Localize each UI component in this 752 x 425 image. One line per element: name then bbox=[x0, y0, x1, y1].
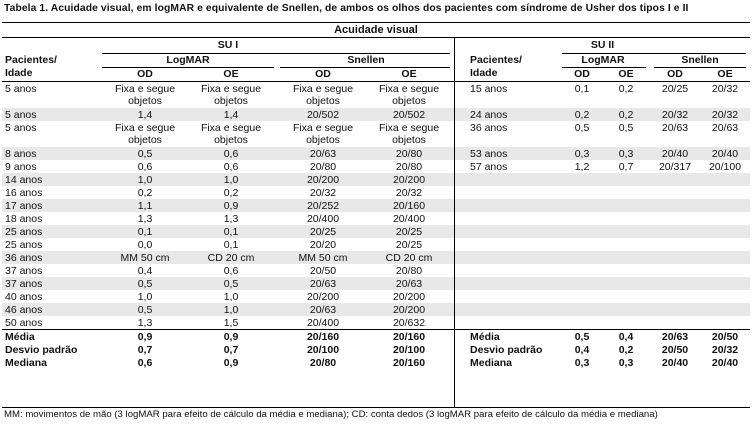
su1-cell-loe: 1,4 bbox=[223, 109, 239, 121]
su1-age-header: Idade bbox=[5, 67, 33, 79]
su2-stat-loe: 0,3 bbox=[618, 357, 634, 369]
su1-snellen-od: OD bbox=[315, 68, 331, 80]
su1-logmar-od: OD bbox=[137, 68, 153, 80]
su1-cell-sod: Fixa e segue objetos bbox=[292, 83, 354, 107]
su1-cell-age: 37 anos bbox=[5, 265, 43, 277]
su1-cell-sod: 20/20 bbox=[309, 239, 337, 251]
su1-cell-loe: 0,1 bbox=[223, 226, 239, 238]
su1-cell-sod: 20/200 bbox=[306, 291, 340, 303]
su2-cell-loe: 0,5 bbox=[618, 122, 634, 134]
su2-cell-sod: 20/40 bbox=[661, 148, 689, 160]
table-frame bbox=[2, 22, 750, 408]
su1-cell-soe: 20/63 bbox=[395, 278, 423, 290]
su1-cell-sod: 20/63 bbox=[309, 304, 337, 316]
su1-cell-loe: 0,2 bbox=[223, 187, 239, 199]
su1-cell-soe: 20/400 bbox=[392, 213, 426, 225]
su1-cell-sod: Fixa e segue objetos bbox=[292, 122, 354, 146]
su2-cell-sod: 20/317 bbox=[658, 161, 692, 173]
su1-cell-age: 25 anos bbox=[5, 239, 43, 251]
su2-label: SU II bbox=[590, 39, 615, 51]
su2-cell-lod: 0,5 bbox=[574, 122, 590, 134]
su1-cell-loe: 1,3 bbox=[223, 213, 239, 225]
su2-cell-soe: 20/32 bbox=[711, 109, 739, 121]
su1-cell-age: 16 anos bbox=[5, 187, 43, 199]
su1-cell-lod: MM 50 cm bbox=[120, 252, 170, 264]
su1-cell-loe: 0,1 bbox=[223, 239, 239, 251]
su2-cell-age: 53 anos bbox=[470, 148, 508, 160]
su1-cell-loe: 0,6 bbox=[223, 148, 239, 160]
su1-stat-label: Desvio padrão bbox=[5, 344, 78, 356]
su1-cell-lod: 1,0 bbox=[137, 291, 153, 303]
su2-cell-age: 24 anos bbox=[470, 109, 508, 121]
su1-cell-loe: Fixa e segue objetos bbox=[200, 83, 262, 107]
su1-stat-lod: 0,7 bbox=[137, 344, 153, 356]
su1-cell-age: 5 anos bbox=[5, 122, 37, 134]
row-shade bbox=[455, 173, 750, 186]
su1-cell-lod: 1,1 bbox=[137, 200, 153, 212]
su1-cell-sod: 20/50 bbox=[309, 265, 337, 277]
su1-cell-loe: 1,0 bbox=[223, 291, 239, 303]
su1-cell-loe: 1,0 bbox=[223, 174, 239, 186]
su1-cell-soe: 20/200 bbox=[392, 291, 426, 303]
su1-cell-loe: 0,6 bbox=[223, 265, 239, 277]
su1-cell-age: 17 anos bbox=[5, 200, 43, 212]
su2-stat-label: Mediana bbox=[470, 357, 513, 369]
su1-label: SU I bbox=[217, 39, 239, 51]
su2-cell-lod: 1,2 bbox=[574, 161, 590, 173]
su1-stat-soe: 20/160 bbox=[392, 357, 426, 369]
su2-stat-lod: 0,5 bbox=[574, 331, 590, 343]
row-shade bbox=[455, 303, 750, 316]
su1-cell-lod: 0,0 bbox=[137, 239, 153, 251]
su1-cell-age: 8 anos bbox=[5, 148, 37, 160]
su2-cell-soe: 20/32 bbox=[711, 83, 739, 95]
su1-cell-lod: 0,1 bbox=[137, 226, 153, 238]
su1-cell-sod: 20/200 bbox=[306, 174, 340, 186]
su1-cell-soe: Fixa e segue objetos bbox=[378, 83, 440, 107]
su1-cell-age: 36 anos bbox=[5, 252, 43, 264]
su1-cell-age: 18 anos bbox=[5, 213, 43, 225]
su2-cell-loe: 0,3 bbox=[618, 148, 634, 160]
su1-cell-age: 25 anos bbox=[5, 226, 43, 238]
su1-cell-sod: 20/252 bbox=[306, 200, 340, 212]
su1-cell-sod: 20/80 bbox=[309, 161, 337, 173]
su2-stat-sod: 20/50 bbox=[661, 344, 689, 356]
su1-cell-loe: 1,5 bbox=[223, 317, 239, 329]
su1-cell-age: 5 anos bbox=[5, 109, 37, 121]
su1-cell-lod: 0,2 bbox=[137, 187, 153, 199]
su2-logmar-oe: OE bbox=[618, 68, 634, 80]
su1-cell-loe: 0,6 bbox=[223, 161, 239, 173]
su2-stat-lod: 0,3 bbox=[574, 357, 590, 369]
column-divider bbox=[454, 37, 455, 407]
su1-cell-lod: 0,5 bbox=[137, 278, 153, 290]
su1-cell-age: 50 anos bbox=[5, 317, 43, 329]
su2-stat-label: Desvio padrão bbox=[470, 344, 543, 356]
su1-cell-soe: 20/502 bbox=[392, 109, 426, 121]
su2-patients-header: Pacientes/ bbox=[470, 54, 522, 66]
su2-stat-lod: 0,4 bbox=[574, 344, 590, 356]
su2-stat-loe: 0,2 bbox=[618, 344, 634, 356]
row-shade bbox=[455, 251, 750, 264]
su1-cell-soe: 20/80 bbox=[395, 265, 423, 277]
su1-cell-age: 5 anos bbox=[5, 83, 37, 95]
su1-cell-loe: Fixa e segue objetos bbox=[200, 122, 262, 146]
su2-stat-soe: 20/32 bbox=[711, 344, 739, 356]
su1-cell-lod: 1,3 bbox=[137, 317, 153, 329]
su1-cell-soe: Fixa e segue objetos bbox=[378, 122, 440, 146]
su2-cell-soe: 20/100 bbox=[708, 161, 742, 173]
su1-snellen-oe: OE bbox=[401, 68, 417, 80]
su1-cell-sod: 20/63 bbox=[309, 148, 337, 160]
su1-cell-lod: 0,4 bbox=[137, 265, 153, 277]
su1-stat-soe: 20/100 bbox=[392, 344, 426, 356]
su1-cell-sod: 20/502 bbox=[306, 109, 340, 121]
su2-cell-age: 57 anos bbox=[470, 161, 508, 173]
su1-cell-sod: MM 50 cm bbox=[298, 252, 348, 264]
su2-cell-sod: 20/32 bbox=[661, 109, 689, 121]
su1-cell-age: 46 anos bbox=[5, 304, 43, 316]
su2-cell-lod: 0,1 bbox=[574, 83, 590, 95]
su1-logmar-oe: OE bbox=[223, 68, 239, 80]
su1-cell-age: 9 anos bbox=[5, 161, 37, 173]
su2-cell-sod: 20/25 bbox=[661, 83, 689, 95]
row-shade bbox=[455, 225, 750, 238]
su1-cell-loe: 0,5 bbox=[223, 278, 239, 290]
su2-cell-loe: 0,7 bbox=[618, 161, 634, 173]
su1-stat-lod: 0,6 bbox=[137, 357, 153, 369]
header-bottom-rule bbox=[2, 81, 750, 82]
su1-stat-soe: 20/160 bbox=[392, 331, 426, 343]
su2-cell-soe: 20/63 bbox=[711, 122, 739, 134]
su2-logmar-header: LogMAR bbox=[581, 54, 625, 66]
su2-stat-soe: 20/50 bbox=[711, 331, 739, 343]
su2-cell-age: 36 anos bbox=[470, 122, 508, 134]
su1-stat-label: Média bbox=[5, 331, 35, 343]
su1-cell-age: 40 anos bbox=[5, 291, 43, 303]
su2-age-header: Idade bbox=[470, 67, 498, 79]
su1-cell-sod: 20/400 bbox=[306, 213, 340, 225]
su1-stat-label: Mediana bbox=[5, 357, 48, 369]
su1-stat-loe: 0,9 bbox=[223, 331, 239, 343]
su2-cell-lod: 0,3 bbox=[574, 148, 590, 160]
row-shade bbox=[455, 277, 750, 290]
su2-cell-loe: 0,2 bbox=[618, 109, 634, 121]
su1-cell-soe: 20/32 bbox=[395, 187, 423, 199]
su1-cell-loe: CD 20 cm bbox=[207, 252, 255, 264]
su1-cell-soe: 20/80 bbox=[395, 148, 423, 160]
su1-cell-lod: 0,6 bbox=[137, 161, 153, 173]
su1-cell-soe: 20/632 bbox=[392, 317, 426, 329]
su1-cell-sod: 20/25 bbox=[309, 226, 337, 238]
su2-stat-sod: 20/40 bbox=[661, 357, 689, 369]
su2-cell-loe: 0,2 bbox=[618, 83, 634, 95]
su1-stat-loe: 0,7 bbox=[223, 344, 239, 356]
su2-stat-sod: 20/63 bbox=[661, 331, 689, 343]
su1-stat-sod: 20/100 bbox=[306, 344, 340, 356]
su1-stat-lod: 0,9 bbox=[137, 331, 153, 343]
su1-cell-sod: 20/63 bbox=[309, 278, 337, 290]
su1-cell-soe: 20/160 bbox=[392, 200, 426, 212]
su2-snellen-oe: OE bbox=[717, 68, 733, 80]
footnote: MM: movimentos de mão (3 logMAR para efeito de cálculo da média e mediana); CD: conta dedos (3 logMAR para efeito de cálculo da média e mediana) bbox=[4, 409, 658, 420]
su1-patients-header: Pacientes/ bbox=[5, 54, 57, 66]
su2-logmar-od: OD bbox=[574, 68, 590, 80]
su1-stat-sod: 20/80 bbox=[309, 357, 337, 369]
su1-cell-lod: 0,5 bbox=[137, 304, 153, 316]
su1-cell-soe: 20/80 bbox=[395, 161, 423, 173]
su1-cell-lod: 0,5 bbox=[137, 148, 153, 160]
su2-snellen-header: Snellen bbox=[681, 54, 719, 66]
su1-cell-lod: Fixa e segue objetos bbox=[114, 122, 176, 146]
su2-cell-age: 15 anos bbox=[470, 83, 508, 95]
su1-stat-sod: 20/160 bbox=[306, 331, 340, 343]
row-shade bbox=[455, 199, 750, 212]
su1-cell-soe: 20/200 bbox=[392, 174, 426, 186]
su1-cell-soe: CD 20 cm bbox=[385, 252, 433, 264]
section-header: Acuidade visual bbox=[2, 23, 750, 38]
su1-cell-age: 14 anos bbox=[5, 174, 43, 186]
su2-stat-loe: 0,4 bbox=[618, 331, 634, 343]
su2-stat-label: Média bbox=[470, 331, 500, 343]
su2-cell-soe: 20/40 bbox=[711, 148, 739, 160]
su2-cell-sod: 20/63 bbox=[661, 122, 689, 134]
su1-cell-soe: 20/25 bbox=[395, 226, 423, 238]
su1-cell-soe: 20/25 bbox=[395, 239, 423, 251]
su2-cell-lod: 0,2 bbox=[574, 109, 590, 121]
su1-cell-sod: 20/32 bbox=[309, 187, 337, 199]
su1-cell-loe: 1,0 bbox=[223, 304, 239, 316]
su2-stat-soe: 20/40 bbox=[711, 357, 739, 369]
su1-logmar-header: LogMAR bbox=[166, 54, 210, 66]
su2-snellen-od: OD bbox=[667, 68, 683, 80]
table-title: Tabela 1. Acuidade visual, em logMAR e equivalente de Snellen, de ambos os olhos dos pacientes com síndrome de Usher dos tipos I e II bbox=[4, 3, 689, 14]
su1-cell-lod: Fixa e segue objetos bbox=[114, 83, 176, 107]
su1-cell-loe: 0,9 bbox=[223, 200, 239, 212]
su1-snellen-header: Snellen bbox=[347, 54, 385, 66]
su1-cell-lod: 1,3 bbox=[137, 213, 153, 225]
su1-cell-lod: 1,0 bbox=[137, 174, 153, 186]
su1-cell-sod: 20/400 bbox=[306, 317, 340, 329]
su1-cell-soe: 20/200 bbox=[392, 304, 426, 316]
stats-rule bbox=[2, 329, 750, 330]
su1-stat-loe: 0,9 bbox=[223, 357, 239, 369]
su1-cell-lod: 1,4 bbox=[137, 109, 153, 121]
su1-cell-age: 37 anos bbox=[5, 278, 43, 290]
